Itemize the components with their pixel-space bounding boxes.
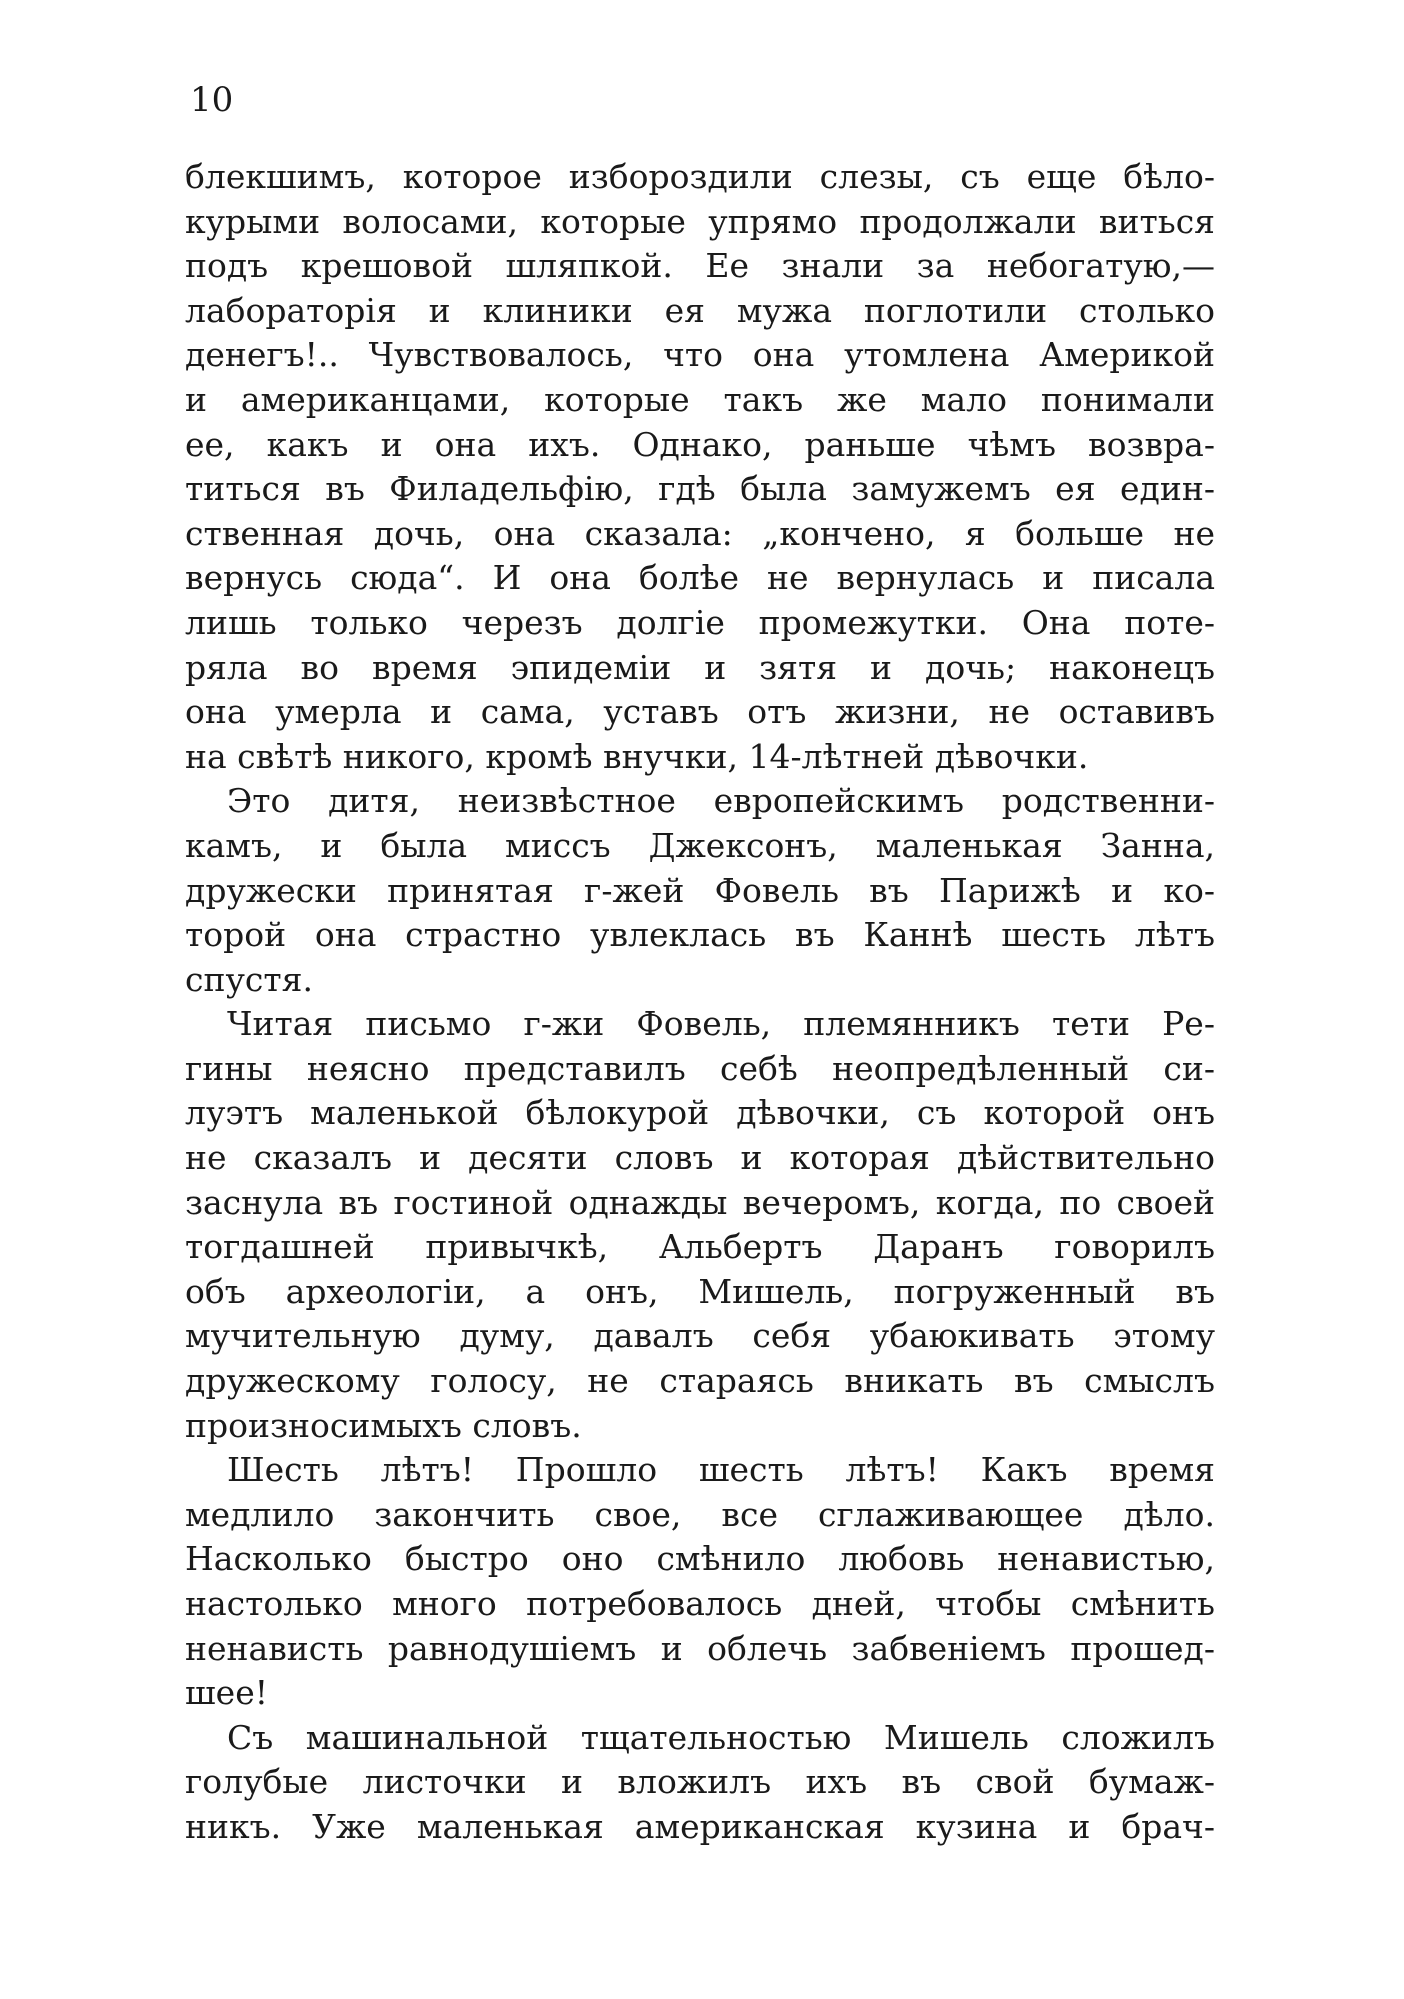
text-line: ственная дочь, она сказала: „кончено, я больше не	[185, 513, 1215, 553]
text-line: торой она страстно увлеклась въ Каннѣ шесть лѣтъ	[185, 915, 1215, 955]
text-line: не сказалъ и десяти словъ и которая дѣйствительно	[185, 1138, 1215, 1178]
text-line: медлило закончить свое, все сглаживающее дѣло.	[185, 1494, 1215, 1534]
text-line: голубые листочки и вложилъ ихъ въ свой бумаж-	[185, 1762, 1215, 1802]
text-line: Это дитя, неизвѣстное европейскимъ родственни-	[227, 781, 1215, 821]
text-line: никъ. Уже маленькая американская кузина и брач-	[185, 1806, 1215, 1846]
text-line: ее, какъ и она ихъ. Однако, раньше чѣмъ возвра-	[185, 424, 1215, 464]
text-line: шее!	[185, 1673, 268, 1713]
text-line: дружескому голосу, не стараясь вникать въ смыслъ	[185, 1361, 1215, 1401]
text-line: на свѣтѣ никого, кромѣ внучки, 14-лѣтней дѣвочки.	[185, 736, 1089, 776]
text-line: мучительную думу, давалъ себя убаюкивать этому	[185, 1316, 1215, 1356]
text-line: заснула въ гостиной однажды вечеромъ, когда, по своей	[185, 1182, 1215, 1222]
text-line: курыми волосами, которые упрямо продолжали виться	[185, 201, 1215, 241]
text-line: Съ машинальной тщательностью Мишель сложилъ	[227, 1717, 1215, 1757]
text-line: камъ, и была миссъ Джексонъ, маленькая Занна,	[185, 825, 1215, 865]
text-line: она умерла и сама, уставъ отъ жизни, не оставивъ	[185, 692, 1215, 732]
text-line: произносимыхъ словъ.	[185, 1405, 582, 1445]
text-line: и американцами, которые такъ же мало понимали	[185, 379, 1215, 419]
body-text	[185, 155, 1215, 1850]
text-line: подъ крешовой шляпкой. Ее знали за небогатую,—	[185, 246, 1215, 286]
page-number: 10	[190, 80, 234, 120]
text-line: тогдашней привычкѣ, Альбертъ Даранъ говорилъ	[185, 1227, 1215, 1267]
text-line: Шесть лѣтъ! Прошло шесть лѣтъ! Какъ время	[227, 1450, 1215, 1490]
text-line: ненависть равнодушіемъ и облечь забвеніемъ прошед-	[185, 1628, 1215, 1668]
text-line: дружески принятая г-жей Фовель въ Парижѣ и ко-	[185, 870, 1215, 910]
text-line: лишь только черезъ долгіе промежутки. Она поте-	[185, 602, 1215, 642]
text-line: титься въ Филадельфію, гдѣ была замужемъ ея един-	[185, 469, 1215, 509]
text-line: блекшимъ, которое избороздили слезы, съ еще бѣло-	[185, 157, 1215, 196]
text-line: Насколько быстро оно смѣнило любовь ненавистью,	[185, 1539, 1215, 1579]
text-line: вернусь сюда“. И она болѣе не вернулась и писала	[185, 558, 1215, 598]
text-line: спустя.	[185, 959, 313, 999]
text-line: денегъ!.. Чувствовалось, что она утомлена Америкой	[185, 335, 1215, 375]
text-line: объ археологіи, а онъ, Мишель, погруженный въ	[185, 1271, 1215, 1311]
text-line: луэтъ маленькой бѣлокурой дѣвочки, съ которой онъ	[185, 1093, 1215, 1133]
text-line: ряла во время эпидеміи и зятя и дочь; наконецъ	[185, 647, 1215, 687]
text-line: гины неясно представилъ себѣ неопредѣленный си-	[185, 1048, 1215, 1088]
text-line: лабораторія и клиники ея мужа поглотили столько	[185, 290, 1215, 330]
text-line: Читая письмо г-жи Фовель, племянникъ тети Ре-	[227, 1004, 1215, 1044]
text-line: настолько много потребовалось дней, чтобы смѣнить	[185, 1584, 1215, 1623]
